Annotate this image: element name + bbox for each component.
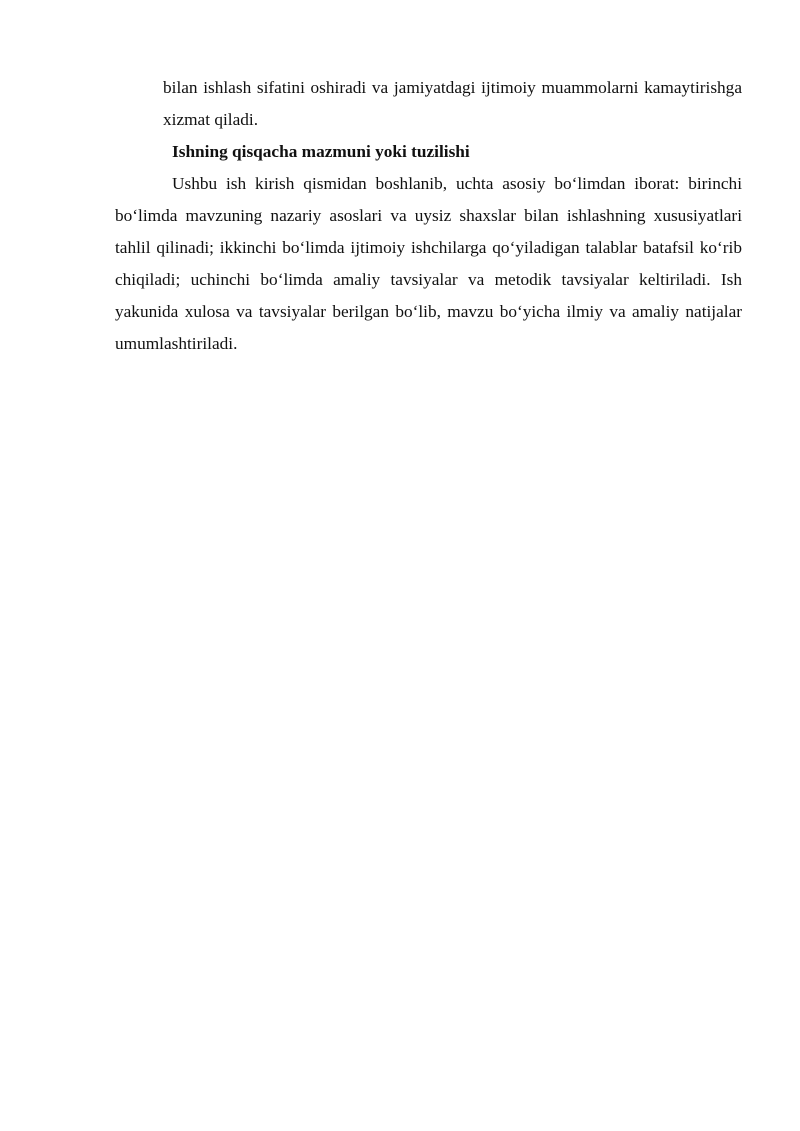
body-paragraph: Ushbu ish kirish qismidan boshlanib, uchta asosiy bo‘limdan iborat: birinchi bo‘limda mavzuning nazariy asoslari va uysiz shaxslar bilan ishlashning xususiyatlari tahlil qilinadi; ikkinchi bo‘limda ijtimoiy ishchilarga qo‘yiladigan talablar batafsil ko‘rib chiqiladi; uchinchi bo‘limda amaliy tavsiyalar va metodik tavsiyalar keltiriladi. Ish yakunida xulosa va tavsiyalar berilgan bo‘lib, mavzu bo‘yicha ilmiy va amaliy natijalar umumlashtiriladi.: [115, 174, 742, 353]
continued-paragraph: bilan ishlash sifatini oshiradi va jamiyatdagi ijtimoiy muammolarni kamaytirishga xizmat qiladi.: [163, 78, 742, 129]
page-content: [115, 72, 742, 360]
section-heading: Ishning qisqacha mazmuni yoki tuzilishi: [172, 142, 470, 161]
